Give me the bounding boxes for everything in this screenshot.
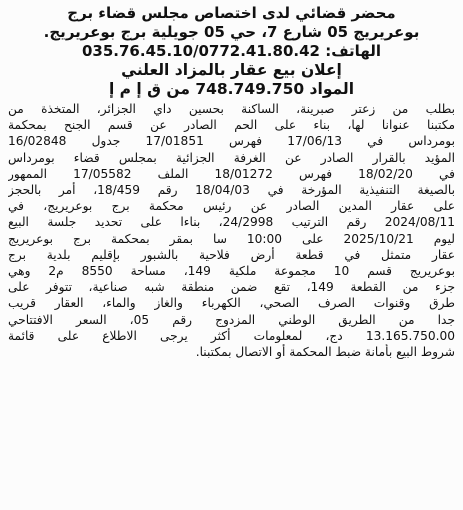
bailiff-title: محضر قضائي لدى اختصاص مجلس قضاء برج [67,4,396,22]
body-line: عقار متمثل في قطعة أرض فلاحية بالشبور بإقليم بلدية برج [8,247,455,262]
bailiff-phone: الهاتف: 035.76.45.10/0772.41.80.42 [81,42,381,60]
body-line: 13.165.750.00 دج، لمعلومات أكثر يرجى الاطلاع على قائمة [8,328,455,343]
body-line: شروط البيع بأمانة ضبط المحكمة أو الاتصال بمكتبنا. [195,345,455,360]
bailiff-address: بوعريريج 05 شارع 7، حي 05 جويلية برج بوعريريج. [43,23,420,41]
body-line: جزء من القطعة 149، تقع ضمن منطقة شبه صناعية، تتوفر على [8,280,455,295]
body-line: المؤيد بالقرار الصادر عن الغرفة الجزائية بمجلس قضاء بومرداس [8,150,455,165]
body-line: بومرداس في 17/06/13 فهرس 17/01851 جدول 16/02848 [8,134,455,149]
body-line: ليوم 2025/10/21 على 10:00 سا بمقر بمحكمة برج بوعريريج [8,231,455,246]
body-line: بالصيغة التنفيذية المؤرخة في 18/04/03 رقم 18/459، أمر بالحجز [8,183,455,198]
notice-title [8,61,455,99]
body-line: طرق وقنوات الصرف الصحي، الكهرباء والغاز والماء، العقار قريب [8,296,455,311]
notice-heading: إعلان بيع عقار بالمزاد العلني [121,61,342,79]
body-line: بوعريريج قسم 10 مجموعة ملكية 149، مساحة 8550 م2 وهي [8,264,455,279]
body-line: مكتبنا عنوانا لها، بناء على الحم الصادر عن قسم الجنح بمحكمة [8,118,455,133]
body-line: بطلب من زعتر صبرينة، الساكنة بحسين داي الجزائر، المتخذة من [8,102,455,116]
body-line: على عقار المدين الصادر عن رئيس محكمة برج بوعريريج، في [8,199,455,214]
notice-header [8,4,455,61]
notice-body [8,101,455,360]
body-line: جدا من الطريق الوطني المزدوج رقم 05، السعر الافتتاحي [8,312,455,327]
body-line: 2024/08/11 رقم الترتيب 24/2998، بناءا على تحديد جلسة البيع [8,215,455,230]
body-line: في 18/02/20 فهرس 18/01272 الملف 17/05582 الممهور [8,166,455,181]
notice-legal-articles: المواد 748.749.750 من ق إ م إ [108,80,355,98]
